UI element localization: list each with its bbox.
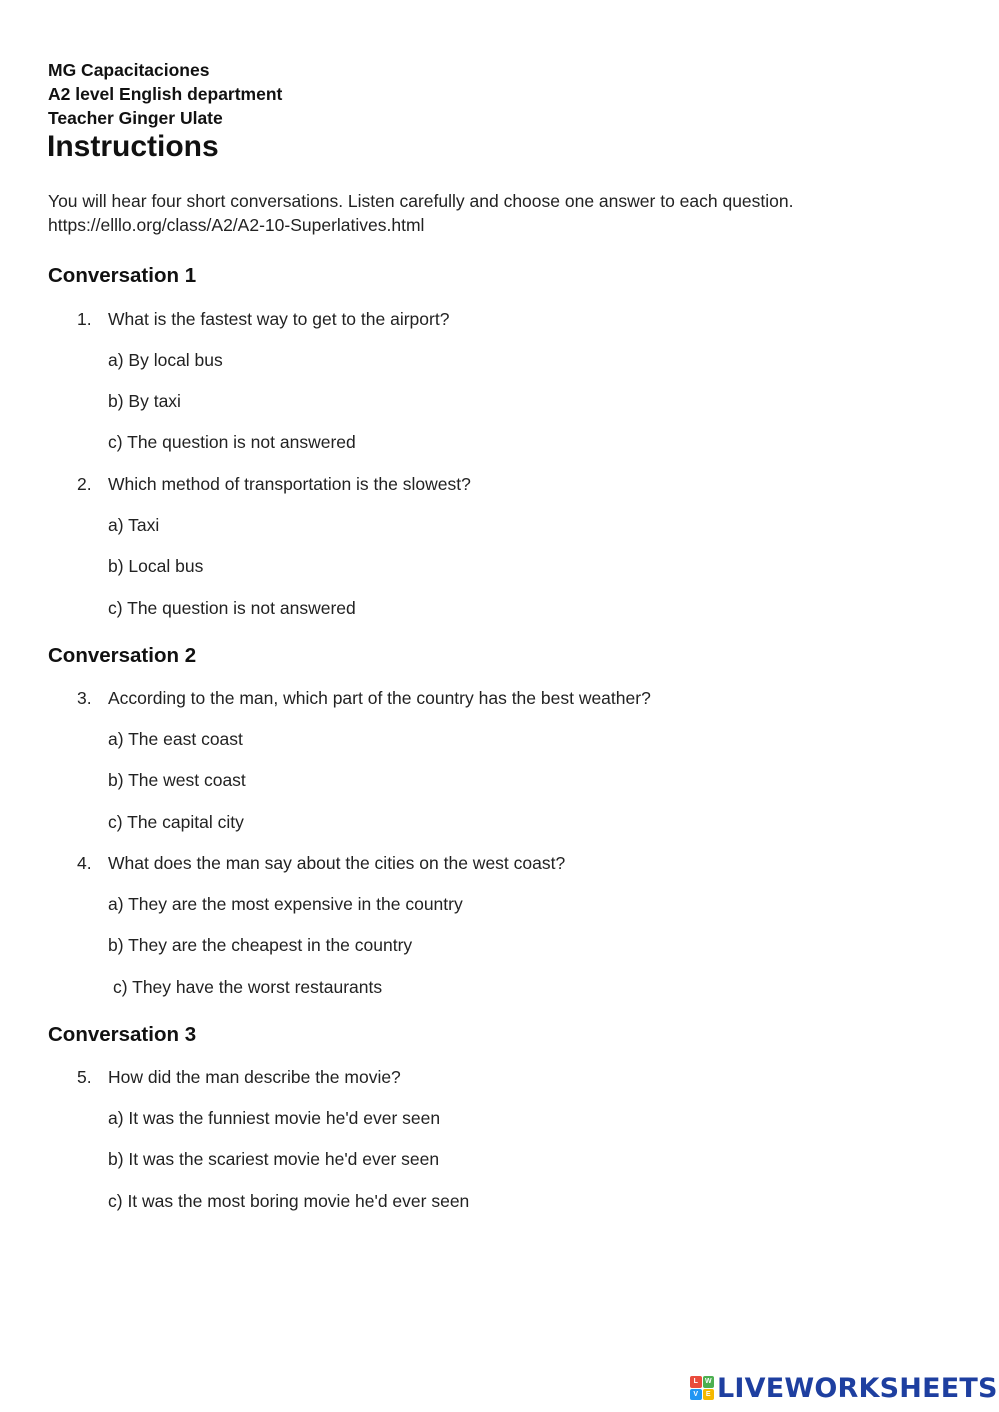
answer-option[interactable]: b) Local bus bbox=[108, 556, 204, 576]
question-text: According to the man, which part of the country has the best weather? bbox=[108, 688, 651, 708]
question-number: 3. bbox=[77, 688, 92, 708]
answer-option[interactable]: b) They are the cheapest in the country bbox=[108, 935, 413, 955]
question-text: What is the fastest way to get to the airport? bbox=[108, 309, 450, 329]
header-teacher: Teacher Ginger Ulate bbox=[48, 108, 223, 128]
answer-option[interactable]: b) The west coast bbox=[108, 770, 246, 790]
question-text: What does the man say about the cities on the west coast? bbox=[108, 853, 566, 873]
conversation-title: Conversation 2 bbox=[48, 644, 197, 667]
answer-option[interactable]: a) Taxi bbox=[108, 515, 160, 535]
logo-tile: E bbox=[703, 1389, 715, 1401]
question-number: 5. bbox=[77, 1067, 92, 1087]
answer-option[interactable]: c) The question is not answered bbox=[108, 598, 356, 618]
intro-link[interactable]: https://elllo.org/class/A2/A2-10-Superlatives.html bbox=[48, 215, 425, 235]
answer-option[interactable]: c) It was the most boring movie he'd ever seen bbox=[108, 1191, 470, 1211]
answer-option[interactable]: a) By local bus bbox=[108, 350, 223, 370]
page-title: Instructions bbox=[47, 130, 219, 163]
intro-text: You will hear four short conversations. Listen carefully and choose one answer to each question. bbox=[48, 191, 794, 211]
answer-option[interactable]: b) By taxi bbox=[108, 391, 181, 411]
conversation-title: Conversation 1 bbox=[48, 264, 197, 287]
liveworksheets-logo-icon bbox=[690, 1376, 714, 1400]
question-number: 1. bbox=[77, 309, 92, 329]
answer-option[interactable]: a) They are the most expensive in the country bbox=[108, 894, 463, 914]
header-org: MG Capacitaciones bbox=[48, 60, 210, 80]
logo-tile: L bbox=[690, 1376, 702, 1388]
answer-option[interactable]: c) They have the worst restaurants bbox=[113, 977, 383, 997]
logo-tile: W bbox=[703, 1376, 715, 1388]
question-number: 2. bbox=[77, 474, 92, 494]
answer-option[interactable]: a) It was the funniest movie he'd ever seen bbox=[108, 1108, 441, 1128]
liveworksheets-logo bbox=[690, 1372, 998, 1404]
liveworksheets-logo-text: LIVEWORKSHEETS bbox=[717, 1372, 998, 1404]
answer-option[interactable]: a) The east coast bbox=[108, 729, 243, 749]
conversation-title: Conversation 3 bbox=[48, 1023, 197, 1046]
question-text: How did the man describe the movie? bbox=[108, 1067, 401, 1087]
question-text: Which method of transportation is the slowest? bbox=[108, 474, 471, 494]
logo-tile: V bbox=[690, 1389, 702, 1401]
header-department: A2 level English department bbox=[48, 84, 283, 104]
answer-option[interactable]: b) It was the scariest movie he'd ever seen bbox=[108, 1149, 440, 1169]
answer-option[interactable]: c) The question is not answered bbox=[108, 432, 356, 452]
question-number: 4. bbox=[77, 853, 92, 873]
answer-option[interactable]: c) The capital city bbox=[108, 812, 244, 832]
